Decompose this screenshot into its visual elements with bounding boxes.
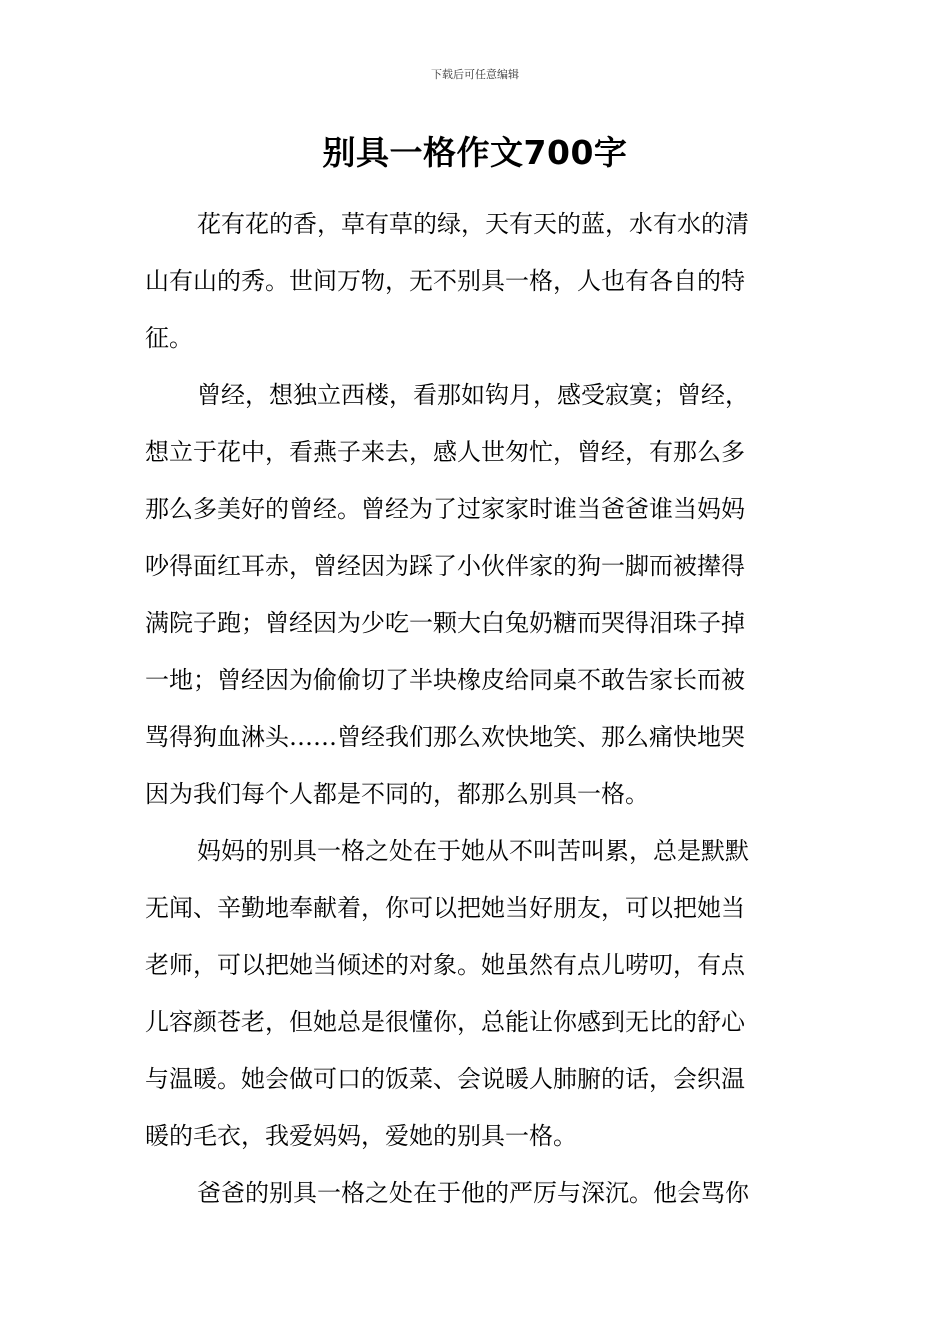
text-line: 骂得狗血淋头……曾经我们那么欢快地笑、那么痛快地哭 [145,723,745,751]
text-line: 因为我们每个人都是不同的，都那么别具一格。 [145,780,649,808]
document-title: 别具一格作文700字 [322,133,628,172]
text-line: 曾经，想独立西楼，看那如钩月，感受寂寞；曾经， [197,381,749,409]
document-body [145,196,810,1222]
text-line: 与温暖。她会做可口的饭菜、会说暖人肺腑的话，会织温 [145,1065,745,1093]
text-line: 儿容颜苍老，但她总是很懂你，总能让你感到无比的舒心 [145,1008,745,1036]
text-line: 吵得面红耳赤，曾经因为踩了小伙伴家的狗一脚而被撵得 [145,552,745,580]
text-line: 无闻、辛勤地奉献着，你可以把她当好朋友，可以把她当 [145,894,745,922]
text-line: 满院子跑；曾经因为少吃一颗大白兔奶糖而哭得泪珠子掉 [145,609,745,637]
text-line: 征。 [145,324,193,352]
text-line: 暖的毛衣，我爱妈妈，爱她的别具一格。 [145,1122,577,1150]
page-header [0,67,950,83]
text-line: 老师，可以把她当倾述的对象。她虽然有点儿唠叨，有点 [145,951,745,979]
header-text: 下载后可任意编辑 [431,68,519,81]
text-line: 想立于花中，看燕子来去，感人世匆忙，曾经，有那么多 [145,438,745,466]
text-line: 一地；曾经因为偷偷切了半块橡皮给同桌不敢告家长而被 [145,666,745,694]
text-line: 那么多美好的曾经。曾经为了过家家时谁当爸爸谁当妈妈 [145,495,745,523]
text-line: 妈妈的别具一格之处在于她从不叫苦叫累，总是默默 [197,837,749,865]
text-line: 爸爸的别具一格之处在于他的严厉与深沉。他会骂你 [197,1179,749,1207]
text-line: 山有山的秀。世间万物，无不别具一格，人也有各自的特 [145,267,745,295]
text-line: 花有花的香，草有草的绿，天有天的蓝，水有水的清 [197,210,749,238]
